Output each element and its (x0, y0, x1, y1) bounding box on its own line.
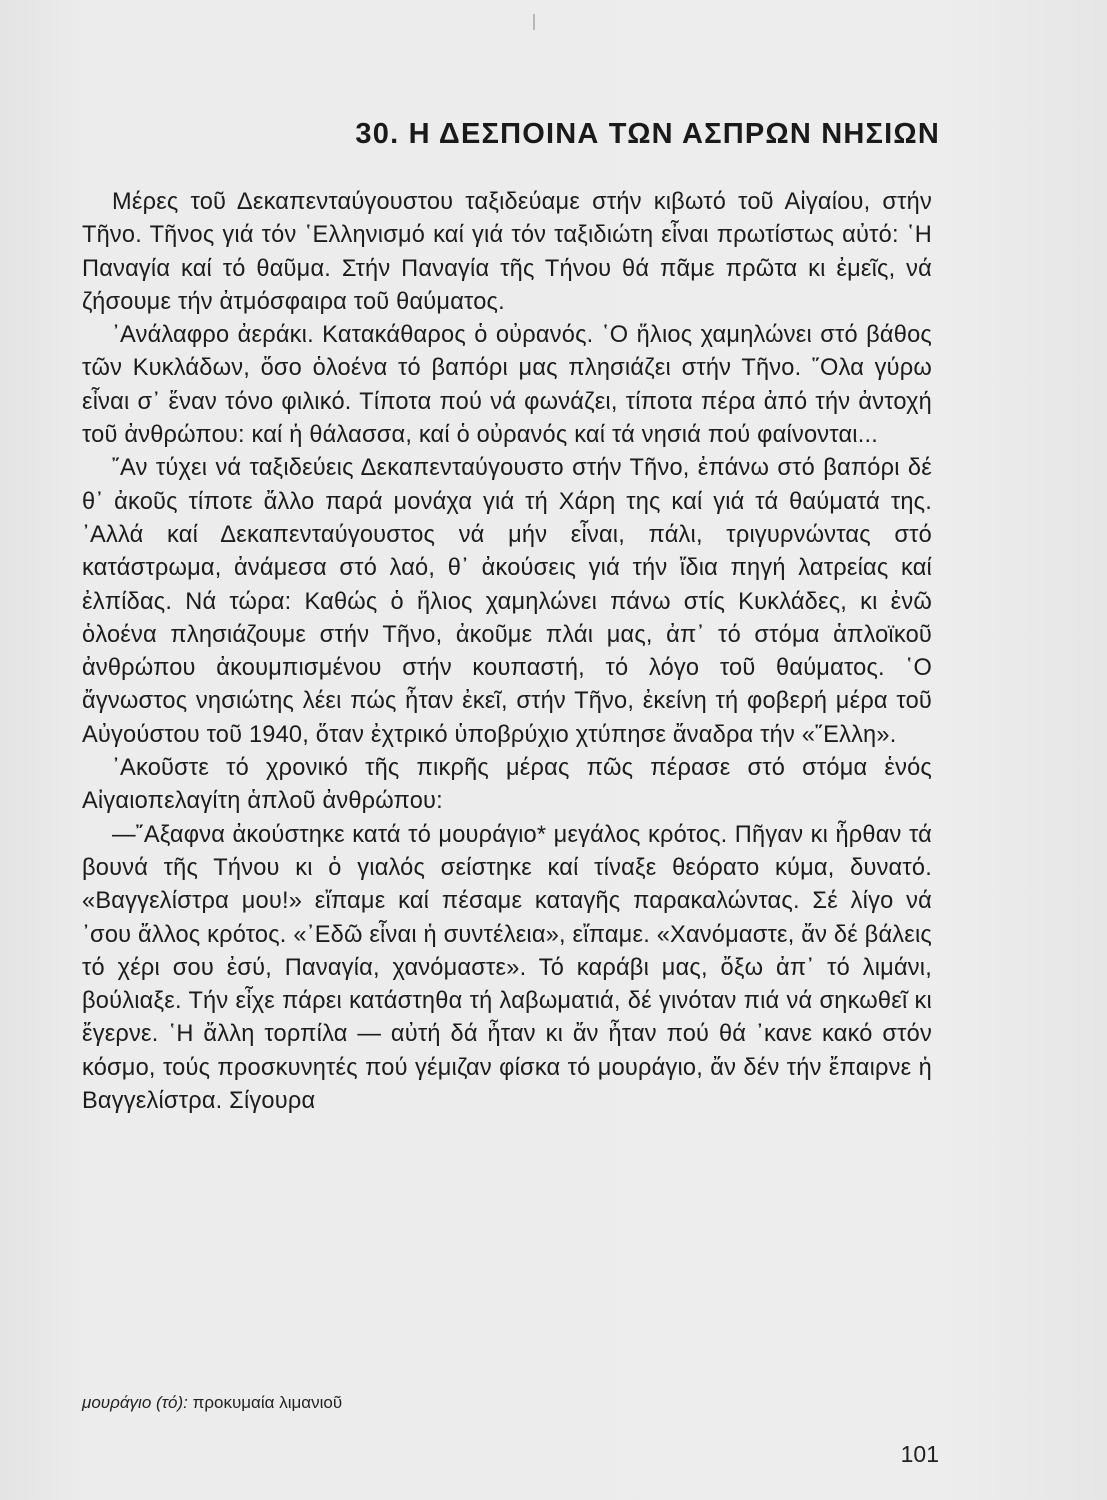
footnote-definition: προκυμαία λιμανιοῦ (192, 1393, 343, 1412)
footnote (82, 1393, 342, 1413)
chapter-title: 30. Η ΔΕΣΠΟΙΝΑ ΤΩΝ ΑΣΠΡΩΝ ΝΗΣΙΩΝ (355, 118, 940, 150)
paragraph-4: ᾿Ακοῦστε τό χρονικό τῆς πικρῆς μέρας πῶς πέρασε στό στόμα ἑνός Αἰγαιοπελαγίτη ἁπλοῦ ἀνθρώπου: (82, 755, 932, 815)
paragraph-3: ῎Αν τύχει νά ταξιδεύεις Δεκαπενταύγουστο στήν Τῆνο, ἐπάνω στό βαπόρι δέ θ᾿ ἀκοῦς τίποτε ἄλλο παρά μονάχα γιά τή Χάρη της καί γιά τά θαύματά της. ᾿Αλλά καί Δεκαπενταύγουστος νά μήν εἶναι, πάλι, τριγυρνώντας στό κατάστρωμα, ἀνάμεσα στό λαό, θ᾿ ἀκούσεις γιά τήν ἴδια πηγή λατρείας καί ἐλπίδας. Νά τώρα: Καθώς ὁ ἥλιος χαμηλώνει πάνω στίς Κυκλάδες, κι ἐνῶ ὁλοένα πλησιάζουμε στήν Τῆνο, ἀκοῦμε πλάι μας, ἀπ᾿ τό στόμα ἁπλοϊκοῦ ἀνθρώπου ἀκουμπισμένου στήν κουπαστή, τό λόγο τοῦ θαύματος. ῾Ο ἄγνωστος νησιώτης λέει πώς ἦταν ἐκεῖ, στήν Τῆνο, ἐκείνη τή φοβερή μέρα τοῦ Αὐγούστου τοῦ 1940, ὅταν ἐχτρικό ὑποβρύχιο χτύπησε ἄναδρα τήν «῞Ελλη». (82, 455, 932, 748)
paragraph-1: Μέρες τοῦ Δεκαπενταύγουστου ταξιδεύαμε στήν κιβωτό τοῦ Αἰγαίου, στήν Τῆνο. Τῆνος γιά τόν ῾Ελληνισμό καί γιά τόν ταξιδιώτη εἶναι πρωτίστως αὐτό: ῾Η Παναγία καί τό θαῦμα. Στήν Παναγία τῆς Τήνου θά πᾶμε πρῶτα κι ἐμεῖς, νά ζήσουμε τήν ἀτμόσφαιρα τοῦ θαύματος. (82, 189, 932, 315)
paragraph-5: —῎Αξαφνα ἀκούστηκε κατά τό μουράγιο* μεγάλος κρότος. Πῆγαν κι ἦρθαν τά βουνά τῆς Τήνου κι ὁ γιαλός σείστηκε καί τίναξε θεόρατο κύμα, δυνατό. «Βαγγελίστρα μου!» εἴπαμε καί πέσαμε καταγῆς παρακαλώντας. Σέ λίγο νά ᾿σου ἄλλος κρότος. «᾿Εδῶ εἶναι ἡ συντέλεια», εἴπαμε. «Χανόμαστε, ἄν δέ βάλεις τό χέρι σου ἐσύ, Παναγία, χανόμαστε». Τό καράβι μας, ὄξω ἀπ᾿ τό λιμάνι, βούλιαξε. Τήν εἶχε πάρει κατάστηθα τή λαβωματιά, δέ γινόταν πιά νά σηκωθεῖ κι ἔγερνε. ῾Η ἄλλη τορπίλα — αὐτή δά ἦταν κι ἄν ἦταν πού θά ᾿κανε κακό στόν κόσμο, τούς προσκυνητές πού γέμιζαν φίσκα τό μουράγιο, ἄν δέν τήν ἔπαιρνε ἡ Βαγγελίστρα. Σίγουρα (82, 821, 933, 1115)
page-number: 101 (900, 1441, 939, 1467)
body-text (82, 186, 932, 1118)
scan-mark (533, 14, 535, 30)
footnote-term: μουράγιο (τό): (82, 1393, 188, 1412)
paragraph-2: ᾿Ανάλαφρο ἀεράκι. Κατακάθαρος ὁ οὐρανός. ῾Ο ἥλιος χαμηλώνει στό βάθος τῶν Κυκλάδων, ὅσο ὁλοένα τό βαπόρι μας πλησιάζει στήν Τῆνο. ῞Ολα γύρω εἶναι σ᾿ ἕναν τόνο φιλικό. Τίποτα πού νά φωνάζει, τίποτα πέρα ἀπό τήν ἀντοχή τοῦ ἀνθρώπου: καί ἡ θάλασσα, καί ὁ οὐρανός καί τά νησιά πού φαίνονται... (82, 322, 932, 449)
